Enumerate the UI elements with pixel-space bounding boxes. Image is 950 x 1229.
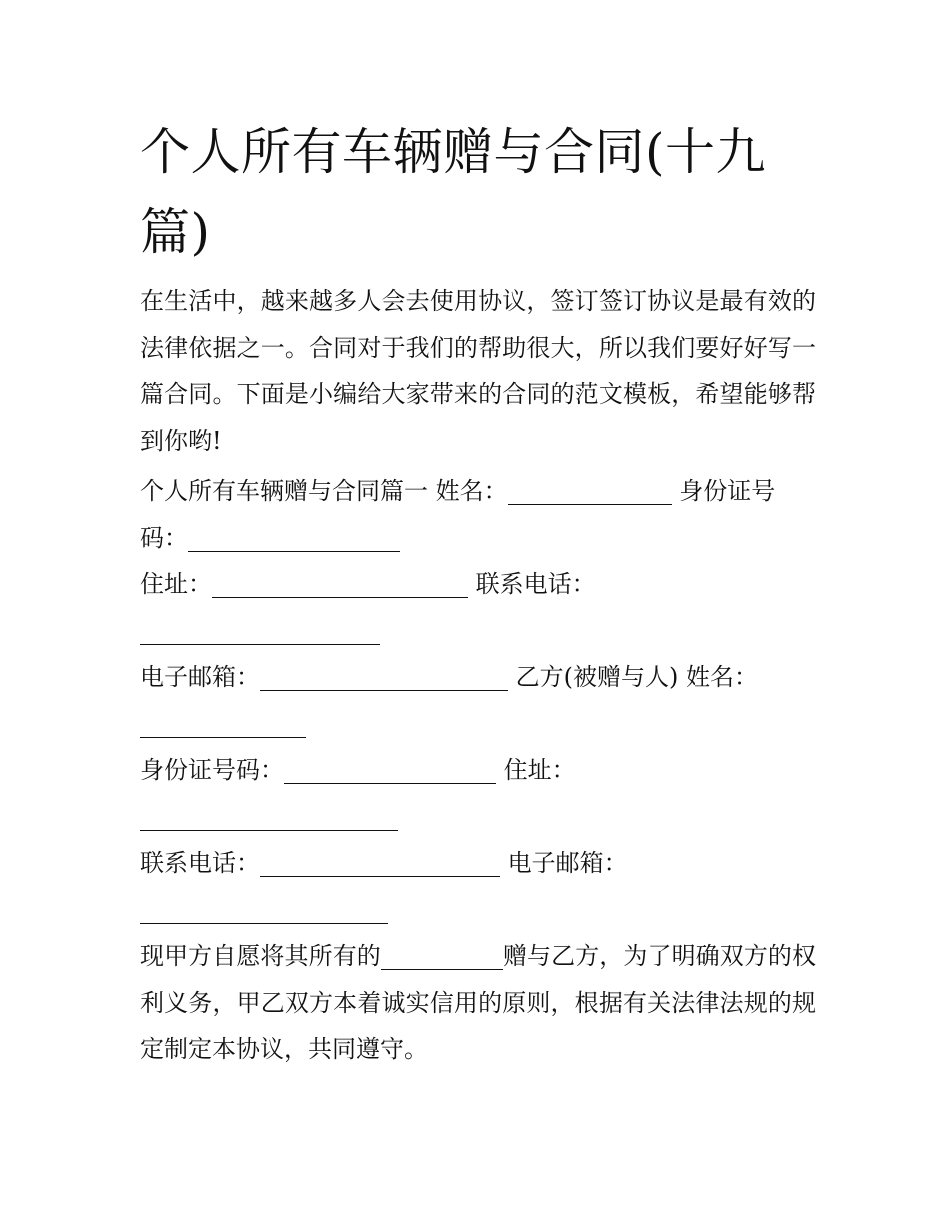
party-a-id-line: [140, 515, 816, 562]
party-b-id-label: 身份证号码：: [140, 756, 284, 784]
party-a-address-line: [140, 561, 816, 608]
party-a-email-label: 电子邮箱：: [140, 663, 260, 691]
party-b-email-label: 电子邮箱：: [507, 849, 628, 877]
party-a-id-label-2: 码：: [140, 523, 188, 552]
party-a-phone-blank[interactable]: [140, 614, 380, 645]
party-b-address-line: [140, 794, 816, 841]
document-title: [140, 112, 820, 272]
party-b-address-label: 住址：: [503, 756, 576, 784]
party-b-id-blank[interactable]: [284, 753, 496, 784]
party-a-heading: 个人所有车辆赠与合同篇一 姓名：: [140, 477, 508, 505]
party-a-id-blank[interactable]: [188, 521, 400, 552]
party-a-phone-line: [140, 608, 816, 655]
title-line-1: 个人所有车辆赠与合同(十九: [140, 123, 767, 181]
party-b-address-blank[interactable]: [140, 800, 398, 831]
party-a-name-line: [140, 468, 816, 515]
gift-item-blank[interactable]: [381, 939, 503, 970]
document-body: [140, 278, 816, 1077]
intro-paragraph: 在生活中，越来越多人会去使用协议，签订签订协议是最有效的法律依据之一。合同对于我们的帮助很大，所以我们要好好写一篇合同。下面是小编给大家带来的合同的范文模板，希望能够帮到你哟!: [140, 287, 816, 455]
party-a-name-blank[interactable]: [508, 474, 672, 505]
party-a-email-blank[interactable]: [260, 660, 508, 691]
party-b-email-blank[interactable]: [140, 893, 388, 924]
closing-part-1: 现甲方自愿将其所有的: [140, 942, 381, 970]
party-b-name-line: [140, 701, 816, 748]
party-a-address-label: 住址：: [140, 570, 212, 598]
party-b-phone-label: 联系电话：: [140, 849, 260, 877]
party-b-id-line: [140, 747, 816, 794]
party-b-heading: 乙方(被赠与人) 姓名：: [515, 663, 758, 691]
party-b-email-line: [140, 887, 816, 934]
party-a-phone-label: 联系电话：: [475, 570, 596, 598]
party-b-name-blank[interactable]: [140, 707, 306, 738]
title-line-2: 篇): [140, 203, 211, 261]
party-a-address-blank[interactable]: [212, 567, 468, 598]
party-b-phone-line: [140, 840, 816, 887]
party-a-id-label-1: 身份证号: [679, 477, 776, 505]
party-a-email-line: [140, 654, 816, 701]
party-b-phone-blank[interactable]: [260, 846, 500, 877]
closing-part-2: 赠与乙方，为了明确双方的权利义务，甲乙双方本着诚实信用的原则，根据有关法律法规的规定制定本协议，共同遵守。: [140, 942, 817, 1063]
closing-paragraph: [140, 933, 816, 1073]
